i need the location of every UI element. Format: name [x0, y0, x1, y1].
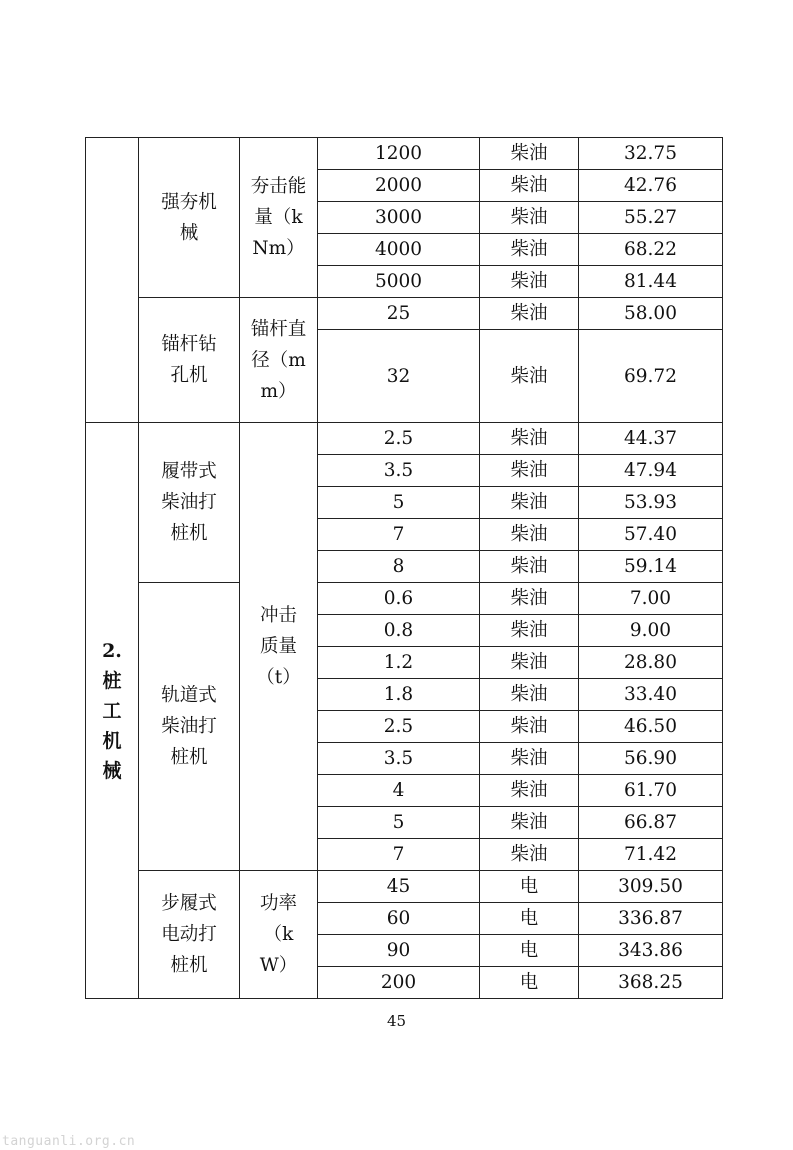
spec-cell: 90: [318, 935, 480, 967]
fuel-cell: 柴油: [480, 583, 579, 615]
table-row: [86, 423, 723, 455]
fuel-cell: 柴油: [480, 615, 579, 647]
value-cell: 53.93: [579, 487, 723, 519]
value-cell: 66.87: [579, 807, 723, 839]
fuel-cell: 柴油: [480, 330, 579, 423]
fuel-cell: 柴油: [480, 423, 579, 455]
spec-cell: 45: [318, 871, 480, 903]
value-cell: 61.70: [579, 775, 723, 807]
machine-name-cell: 强夯机械: [139, 138, 240, 298]
spec-cell: 0.8: [318, 615, 480, 647]
param-cell: 夯击能量（kNm）: [240, 138, 318, 298]
fuel-cell: 柴油: [480, 234, 579, 266]
spec-cell: 1.8: [318, 679, 480, 711]
value-cell: 336.87: [579, 903, 723, 935]
spec-cell: 3000: [318, 202, 480, 234]
param-cell: 冲击质量（t）: [240, 423, 318, 871]
fuel-cell: 柴油: [480, 551, 579, 583]
fuel-cell: 电: [480, 903, 579, 935]
value-cell: 68.22: [579, 234, 723, 266]
fuel-cell: 柴油: [480, 679, 579, 711]
fuel-cell: 柴油: [480, 202, 579, 234]
value-cell: 81.44: [579, 266, 723, 298]
spec-cell: 3.5: [318, 455, 480, 487]
category-cell: [86, 138, 139, 423]
spec-cell: 1200: [318, 138, 480, 170]
value-cell: 57.40: [579, 519, 723, 551]
table-row: [86, 871, 723, 903]
fuel-cell: 柴油: [480, 775, 579, 807]
value-cell: 9.00: [579, 615, 723, 647]
machine-name-cell: 履带式柴油打桩机: [139, 423, 240, 583]
value-cell: 42.76: [579, 170, 723, 202]
page-number: 45: [386, 1012, 407, 1030]
fuel-cell: 柴油: [480, 266, 579, 298]
category-label: 2.桩工机械: [102, 639, 122, 782]
value-cell: 58.00: [579, 298, 723, 330]
table-row: [86, 298, 723, 330]
value-cell: 32.75: [579, 138, 723, 170]
value-cell: 56.90: [579, 743, 723, 775]
value-cell: 59.14: [579, 551, 723, 583]
spec-cell: 0.6: [318, 583, 480, 615]
fuel-cell: 柴油: [480, 711, 579, 743]
spec-cell: 1.2: [318, 647, 480, 679]
value-cell: 28.80: [579, 647, 723, 679]
spec-cell: 2.5: [318, 711, 480, 743]
spec-cell: 4: [318, 775, 480, 807]
fuel-cell: 电: [480, 871, 579, 903]
fuel-cell: 柴油: [480, 839, 579, 871]
table-row: [86, 138, 723, 170]
value-cell: 343.86: [579, 935, 723, 967]
watermark: tanguanli.org.cn: [2, 1134, 136, 1149]
spec-cell: 2.5: [318, 423, 480, 455]
fuel-cell: 柴油: [480, 647, 579, 679]
machine-name-cell: 轨道式柴油打桩机: [139, 583, 240, 871]
value-cell: 309.50: [579, 871, 723, 903]
spec-cell: 7: [318, 839, 480, 871]
spec-cell: 3.5: [318, 743, 480, 775]
spec-cell: 5: [318, 807, 480, 839]
value-cell: 368.25: [579, 967, 723, 999]
value-cell: 7.00: [579, 583, 723, 615]
fuel-cell: 柴油: [480, 519, 579, 551]
value-cell: 69.72: [579, 330, 723, 423]
machine-name-cell: 步履式电动打桩机: [139, 871, 240, 999]
fuel-cell: 柴油: [480, 298, 579, 330]
value-cell: 71.42: [579, 839, 723, 871]
spec-cell: 5000: [318, 266, 480, 298]
spec-cell: 4000: [318, 234, 480, 266]
fuel-cell: 电: [480, 935, 579, 967]
table-row: [86, 583, 723, 615]
value-cell: 46.50: [579, 711, 723, 743]
value-cell: 44.37: [579, 423, 723, 455]
fuel-cell: 柴油: [480, 138, 579, 170]
machine-name-cell: 锚杆钻孔机: [139, 298, 240, 423]
machinery-table: [85, 137, 723, 999]
spec-cell: 200: [318, 967, 480, 999]
spec-cell: 7: [318, 519, 480, 551]
param-cell: 锚杆直径（mm）: [240, 298, 318, 423]
fuel-cell: 柴油: [480, 455, 579, 487]
spec-cell: 5: [318, 487, 480, 519]
spec-cell: 60: [318, 903, 480, 935]
fuel-cell: 柴油: [480, 743, 579, 775]
fuel-cell: 柴油: [480, 807, 579, 839]
fuel-cell: 柴油: [480, 487, 579, 519]
fuel-cell: 柴油: [480, 170, 579, 202]
category-cell: [86, 423, 139, 999]
spec-cell: 8: [318, 551, 480, 583]
spec-cell: 2000: [318, 170, 480, 202]
value-cell: 55.27: [579, 202, 723, 234]
fuel-cell: 电: [480, 967, 579, 999]
value-cell: 33.40: [579, 679, 723, 711]
spec-cell: 32: [318, 330, 480, 423]
spec-cell: 25: [318, 298, 480, 330]
param-cell: 功率（kW）: [240, 871, 318, 999]
value-cell: 47.94: [579, 455, 723, 487]
